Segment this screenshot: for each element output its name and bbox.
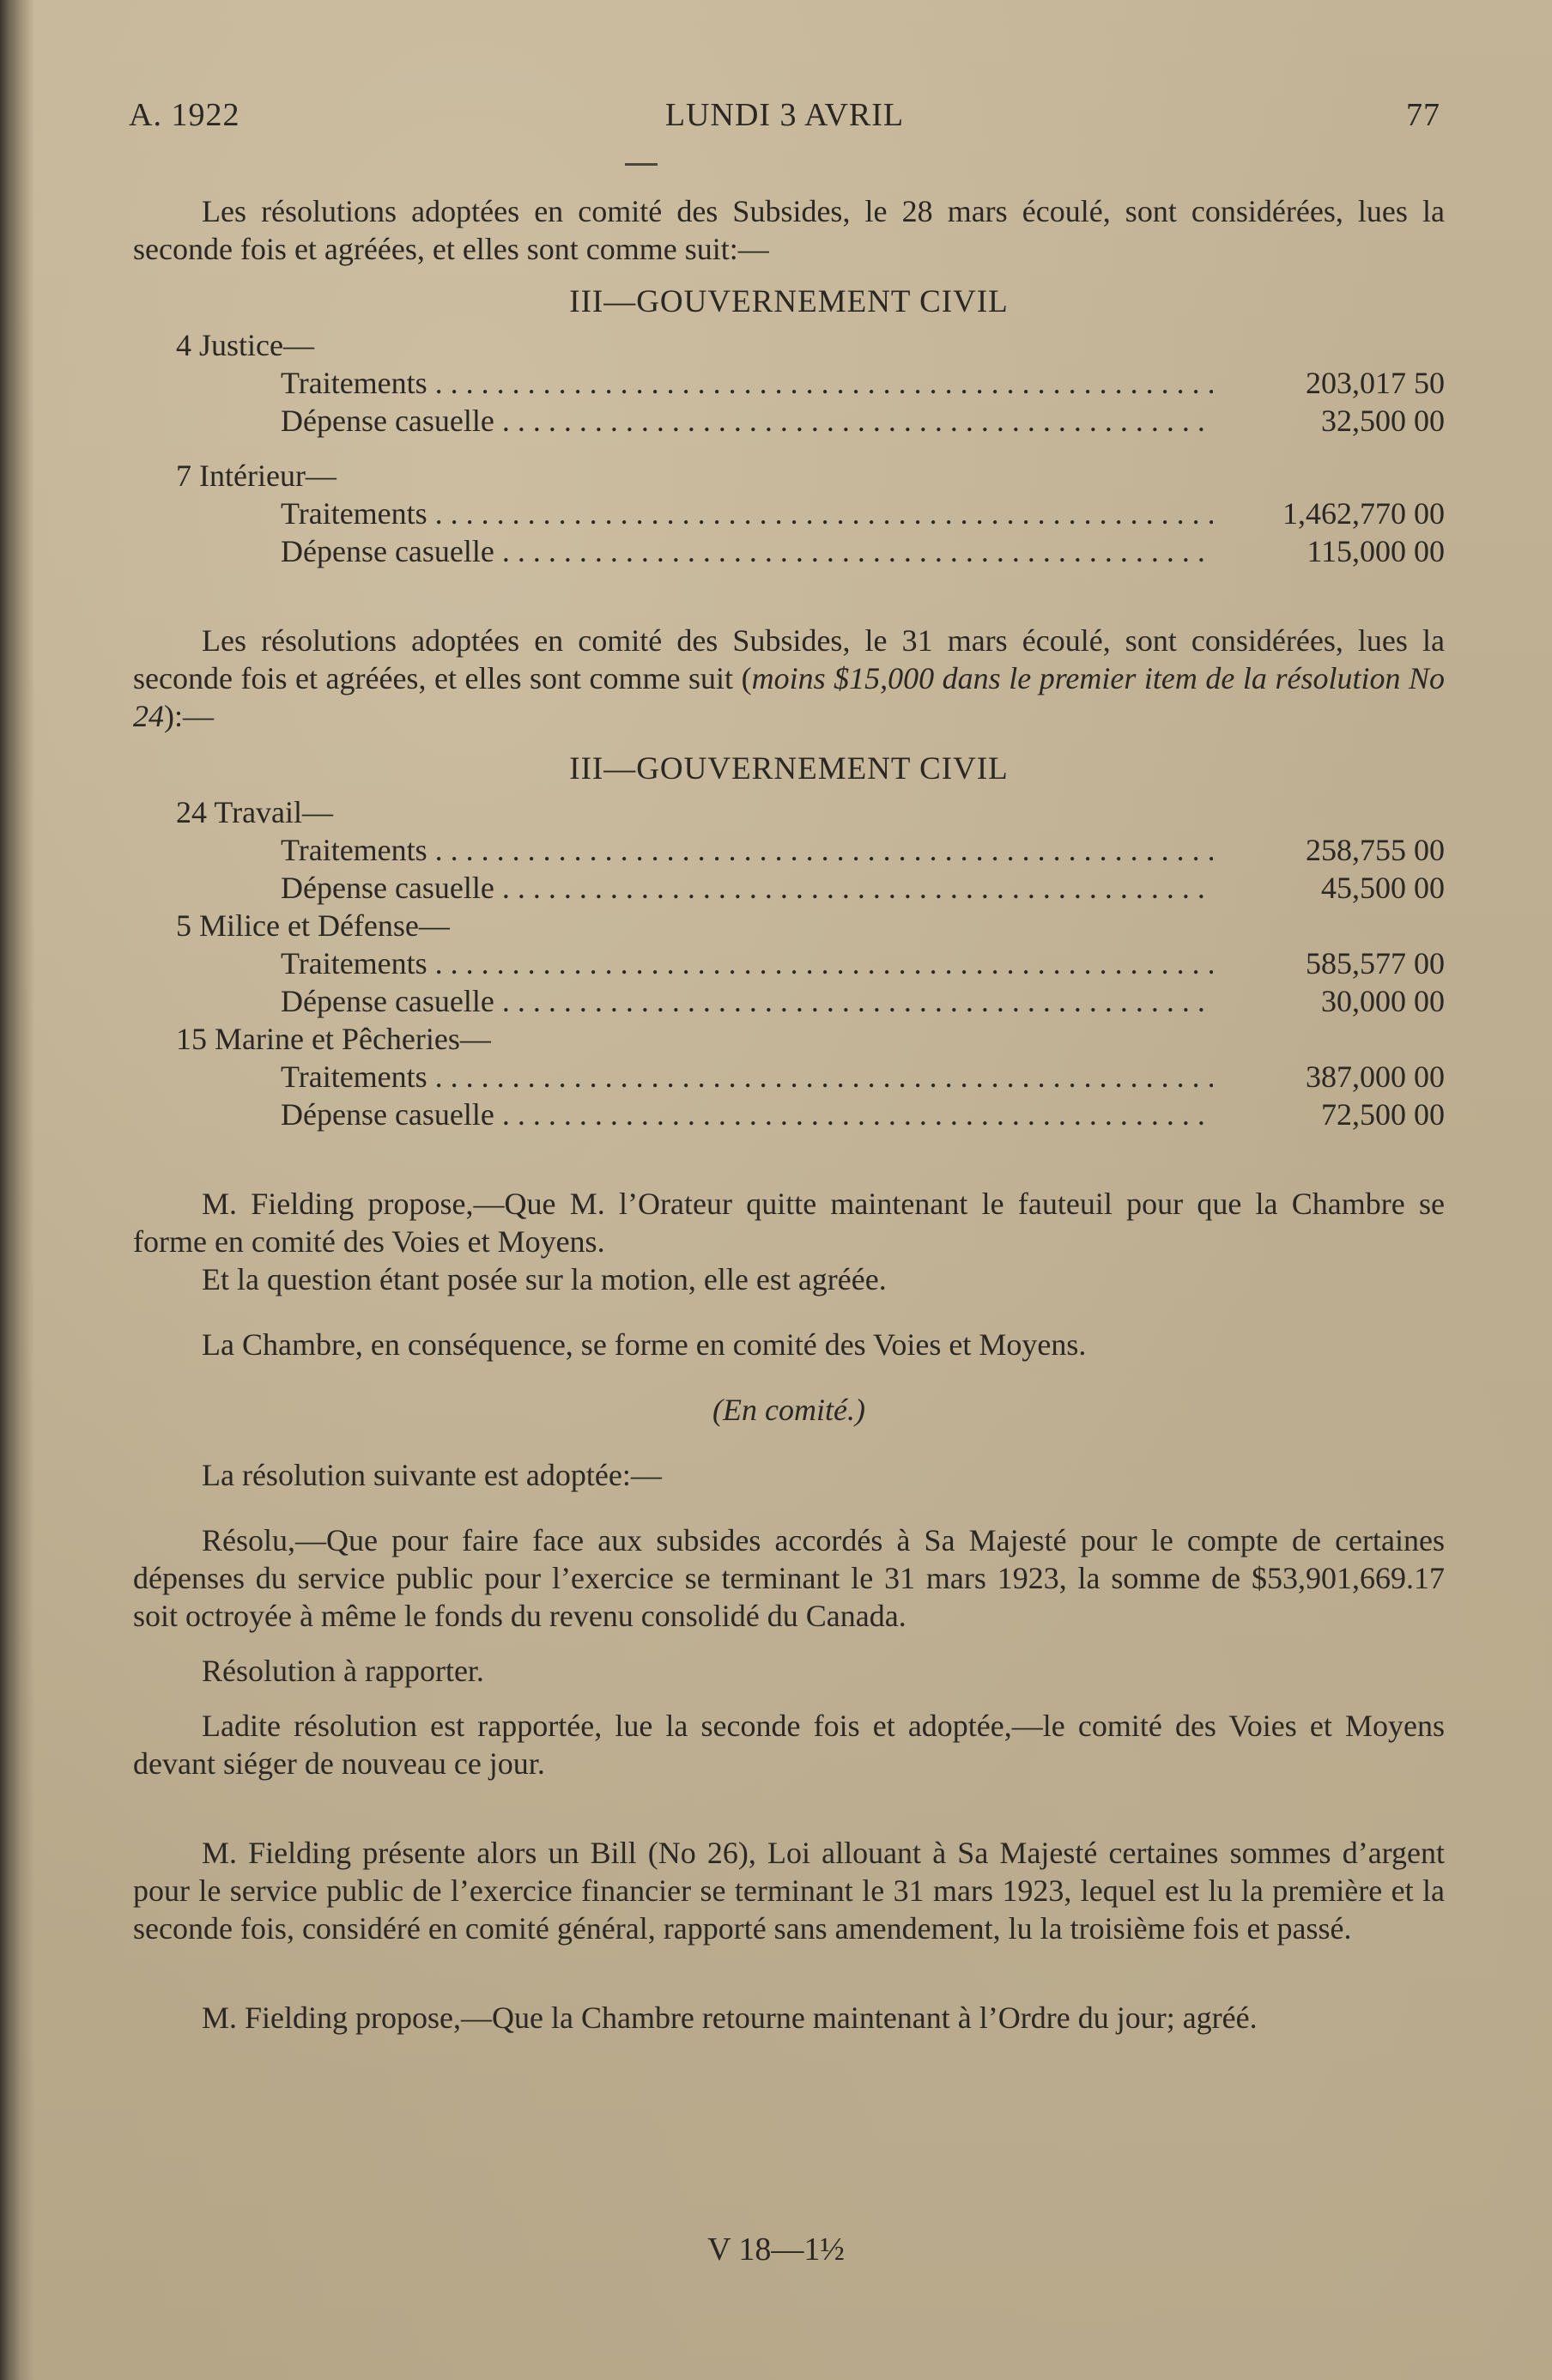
table-row (133, 364, 1445, 402)
table-row (133, 1058, 1445, 1096)
row-amount: 203,017 50 (1306, 366, 1445, 400)
row-amount: 32,500 00 (1321, 404, 1445, 438)
table-row (133, 831, 1445, 869)
section-2-group-travail (133, 793, 1445, 907)
row-label: Traitements . . . (281, 944, 1213, 982)
intro-paragraph-1: Les résolutions adoptées en comité des Subsides, le 28 mars écoulé, sont considérées, lues la seconde fois et agréées, et elles sont comme suit:— (133, 194, 1445, 266)
row-amount: 258,755 00 (1306, 833, 1445, 867)
row-amount: 1,462,770 00 (1282, 496, 1445, 531)
row-label: Traitements . . . (281, 495, 1213, 532)
row-label: Dépense casuelle . . . (281, 982, 1213, 1020)
page-number: 77 (1406, 97, 1440, 133)
group-heading: 7 Intérieur— (176, 458, 336, 493)
en-comite-text: (En comité.) (712, 1393, 865, 1427)
paragraph-chambre: La Chambre, en conséquence, se forme en comité des Voies et Moyens. (202, 1327, 1087, 1362)
intro-2-text: Les résolutions adoptées en comité des Subsides, le 31 mars écoulé, sont considérées, lues la seconde fois et agréées, et elles sont comme suit ( (133, 623, 1445, 695)
row-amount: 30,000 00 (1321, 984, 1445, 1018)
en-comite-label (133, 1391, 1445, 1429)
group-heading: 24 Travail— (176, 795, 334, 829)
header-date: LUNDI 3 AVRIL (664, 97, 905, 133)
section-2-group-marine (133, 1020, 1445, 1133)
row-label: Dépense casuelle . . . (281, 869, 1213, 907)
table-row (133, 1096, 1445, 1133)
row-amount: 115,000 00 (1306, 534, 1445, 568)
binding-edge (0, 0, 34, 2380)
paragraph-fielding-motion: M. Fielding propose,—Que M. l’Orateur quitte maintenant le fauteuil pour que la Chambre se forme en comité des Voies et Moyens. (133, 1187, 1445, 1259)
row-amount: 585,577 00 (1306, 946, 1445, 981)
group-heading: 4 Justice— (176, 328, 314, 362)
table-row (133, 944, 1445, 982)
paragraph-bill: M. Fielding présente alors un Bill (No 26), Loi allouant à Sa Majesté certaines sommes d’argent pour le service public de l’exercice financier se terminant le 31 mars 1923, lequel est lu la première et la seconde fois, considéré en comité général, rapporté sans amendement, lu la troisième fois et passé. (133, 1836, 1445, 1946)
section-1-title: III—GOUVERNEMENT CIVIL (569, 284, 1009, 319)
paragraph-resolution-suivante: La résolution suivante est adoptée:— (202, 1458, 662, 1492)
header-dash (625, 163, 658, 166)
header-year: A. 1922 (129, 97, 240, 133)
paragraph-resolu: Résolu,—Que pour faire face aux subsides accordés à Sa Majesté pour le compte de certaines dépenses du service public pour l’exercice se terminant le 31 mars 1923, la somme de $53,901,669.17 soit octroyée à même le fonds du revenu consolidé du Canada. (133, 1523, 1445, 1633)
paragraph-ordre-du-jour: M. Fielding propose,—Que la Chambre retourne maintenant à l’Ordre du jour; agréé. (202, 2001, 1258, 2035)
intro-paragraph-2 (133, 622, 1445, 735)
row-label: Traitements . . . (281, 364, 1213, 402)
row-label: Dépense casuelle . . . (281, 1096, 1213, 1133)
row-label: Dépense casuelle . . . (281, 532, 1213, 570)
row-label: Dépense casuelle . . . (281, 402, 1213, 440)
paragraph-ladite: Ladite résolution est rapportée, lue la seconde fois et adoptée,—le comité des Voies et Moyens devant siéger de nouveau ce jour. (133, 1709, 1445, 1781)
intro-2-italic: moins $15,000 dans le premier item de la résolution No 24 (133, 661, 1446, 733)
paragraph-rapporter: Résolution à rapporter. (202, 1654, 484, 1688)
row-amount: 387,000 00 (1306, 1059, 1445, 1094)
section-2-title: III—GOUVERNEMENT CIVIL (569, 751, 1009, 786)
row-label: Traitements . . . (281, 831, 1213, 869)
row-amount: 45,500 00 (1321, 871, 1445, 905)
group-heading: 15 Marine et Pêcheries— (176, 1022, 491, 1056)
group-heading: 5 Milice et Défense— (176, 908, 450, 943)
section-1-group-justice (133, 326, 1445, 440)
intro-2-end: ):— (164, 699, 214, 733)
document-body (133, 192, 1445, 2037)
section-2-group-milice (133, 907, 1445, 1020)
table-row (133, 982, 1445, 1020)
paragraph-question: Et la question étant posée sur la motion, elle est agréée. (202, 1262, 887, 1296)
row-amount: 72,500 00 (1321, 1097, 1445, 1132)
section-1-group-interieur (133, 457, 1445, 570)
table-row (133, 532, 1445, 570)
page-header (129, 96, 1440, 137)
signature-mark: V 18—1½ (707, 2231, 845, 2268)
row-label: Traitements . . . (281, 1058, 1213, 1096)
table-row (133, 869, 1445, 907)
table-row (133, 495, 1445, 532)
table-row (133, 402, 1445, 440)
